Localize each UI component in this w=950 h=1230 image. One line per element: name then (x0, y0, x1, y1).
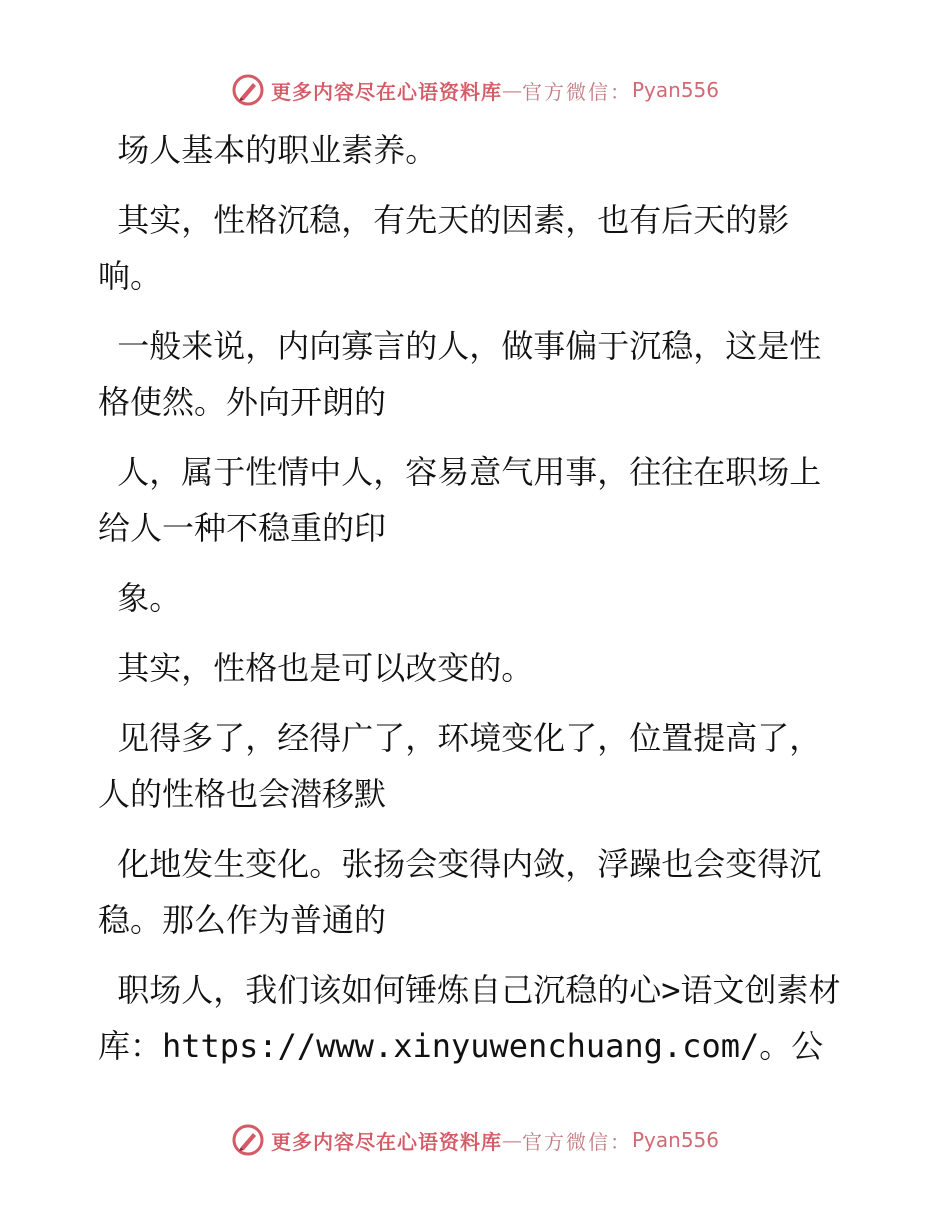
footer-banner (0, 1120, 950, 1160)
paragraph: 化地发生变化。张扬会变得内敛，浮躁也会变得沉稳。那么作为普通的 (98, 845, 822, 939)
header-wechat-id: Pyan556 (631, 78, 719, 102)
header-dash: — (501, 78, 522, 102)
header-wechat-label: 官方微信： (521, 79, 632, 104)
pen-logo-icon (231, 1123, 265, 1157)
paragraph: 职场人，我们该如何锤炼自己沉稳的心>语文创素材库：https://www.xinyuwenchuang.com/。公 (98, 971, 841, 1065)
footer-promo-text: 更多内容尽在心语资料库 (270, 1129, 502, 1154)
pen-logo-icon (231, 73, 265, 107)
footer-wechat-id: Pyan556 (631, 1128, 719, 1152)
paragraph: 一般来说，内向寡言的人，做事偏于沉稳，这是性格使然。外向开朗的 (98, 327, 822, 421)
paragraph: 象。 (98, 579, 182, 617)
paragraph: 场人基本的职业素养。 (98, 131, 438, 169)
footer-dash: — (501, 1128, 522, 1152)
body-text (98, 122, 850, 1088)
footer-wechat-label: 官方微信： (521, 1129, 632, 1154)
paragraph: 见得多了，经得广了，环境变化了，位置提高了，人的性格也会潜移默 (98, 719, 822, 813)
paragraph: 其实，性格也是可以改变的。 (98, 649, 534, 687)
paragraph: 其实，性格沉稳，有先天的因素，也有后天的影响。 (98, 201, 790, 295)
paragraph: 人，属于性情中人，容易意气用事，往往在职场上给人一种不稳重的印 (98, 453, 822, 547)
header-promo-text: 更多内容尽在心语资料库 (270, 79, 502, 104)
header-banner (0, 70, 950, 110)
